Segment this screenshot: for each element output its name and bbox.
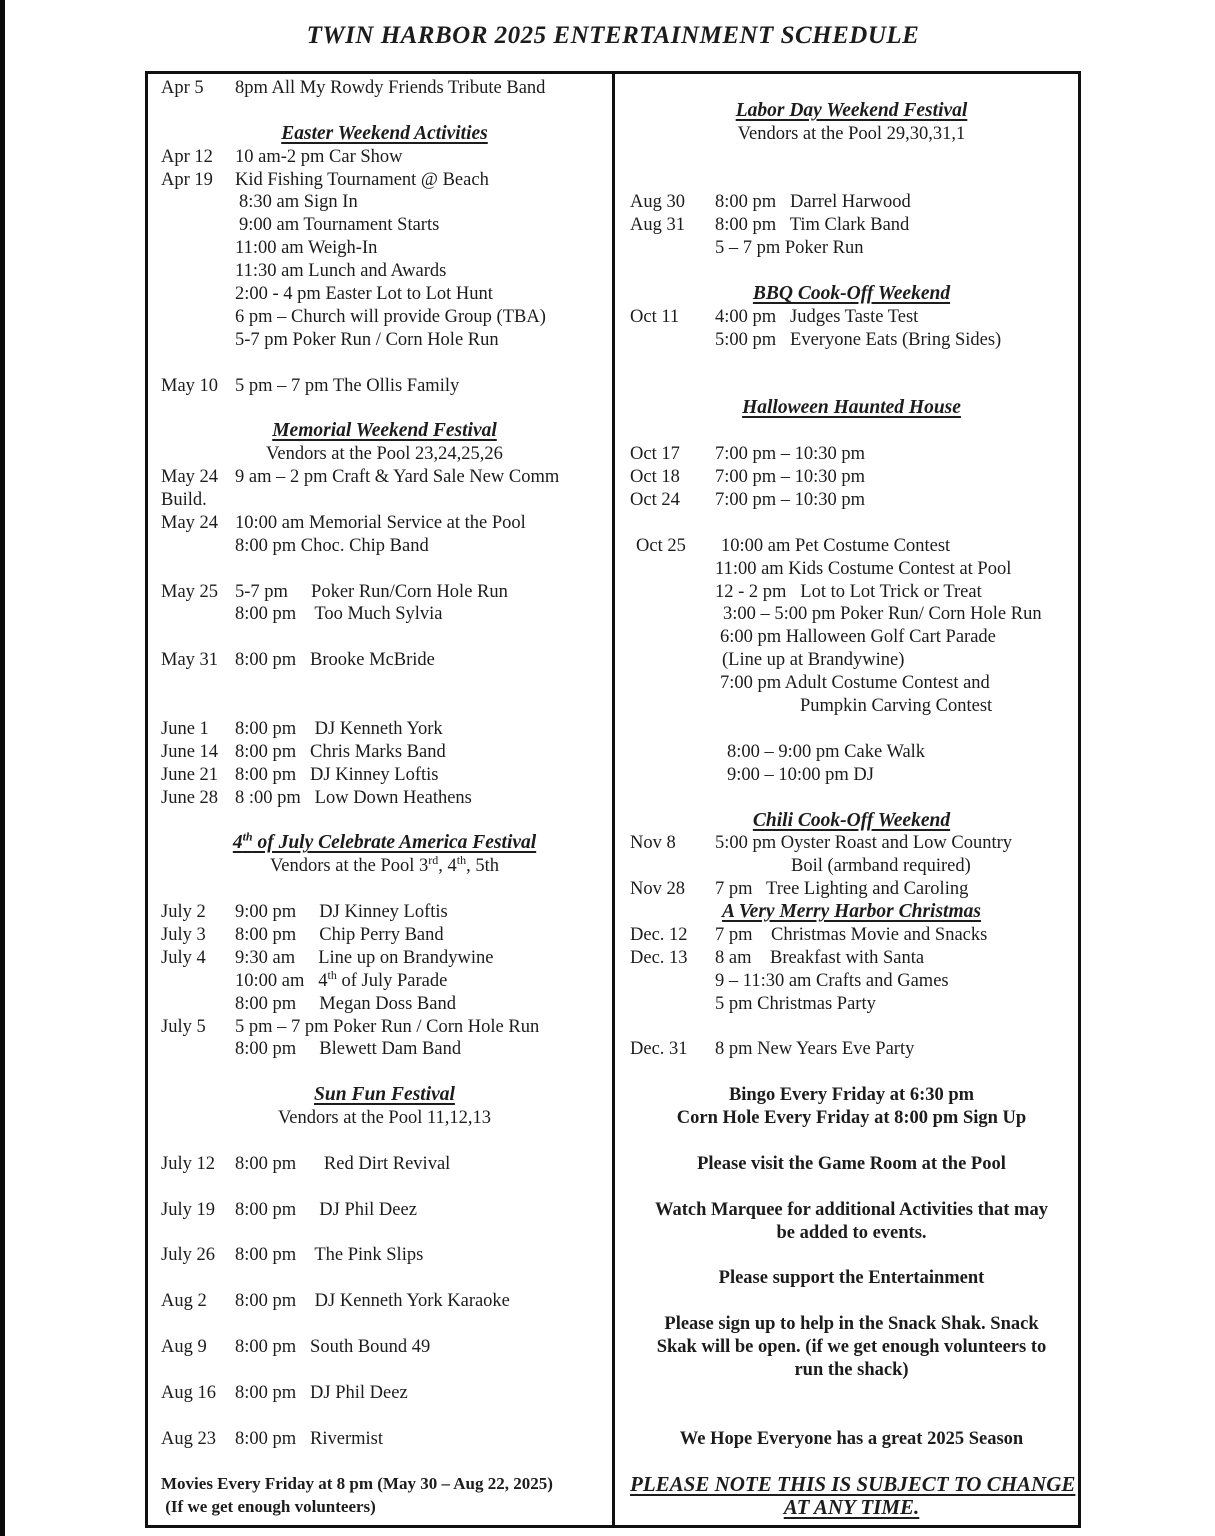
event-text: 5-7 pm Poker Run/Corn Hole Run <box>235 581 508 602</box>
schedule-detail-line: 8:00 pm Choc. Chip Band <box>235 535 429 556</box>
superscript-text: rd <box>428 853 439 868</box>
schedule-entry <box>161 169 608 192</box>
schedule-detail-line: 12 - 2 pm Lot to Lot Trick or Treat <box>715 581 982 602</box>
blank-line <box>630 77 1073 100</box>
blank-line <box>630 1244 1073 1267</box>
blank-line <box>161 397 608 420</box>
event-text: 8:00 pm The Pink Slips <box>235 1245 424 1266</box>
scan-edge-artifact <box>0 0 5 1536</box>
notice-text: Skak will be open. (if we get enough volunteers to <box>656 1336 1047 1357</box>
date-label: Oct 25 <box>636 535 686 556</box>
blank-line <box>161 352 608 375</box>
schedule-entry <box>161 581 608 604</box>
section-heading: Sun Fun Festival <box>314 1084 455 1106</box>
date-label: May 10 <box>161 375 219 396</box>
event-text: 8 pm New Years Eve Party <box>715 1039 915 1060</box>
section-heading: Halloween Haunted House <box>742 397 961 419</box>
event-text: 8 am Breakfast with Santa <box>715 947 925 968</box>
schedule-entry <box>161 1290 608 1313</box>
blank-line <box>161 1222 608 1245</box>
event-text: 8:00 pm Brooke McBride <box>235 650 435 671</box>
date-label: June 1 <box>161 718 209 739</box>
schedule-entry <box>161 1428 608 1451</box>
schedule-wrap-line: Build. <box>161 490 207 511</box>
blank-line <box>161 1061 608 1084</box>
event-text: 9:30 am Line up on Brandywine <box>235 947 494 968</box>
notice-text: Movies Every Friday at 8 pm (May 30 – Aug 22, 2025) <box>161 1474 553 1494</box>
section-subheading <box>161 855 608 878</box>
schedule-detail-line: 8:30 am Sign In <box>239 192 358 213</box>
schedule-entry <box>161 146 608 169</box>
blank-line <box>630 169 1073 192</box>
schedule-entry <box>161 1244 608 1267</box>
schedule-detail-line: 11:30 am Lunch and Awards <box>235 261 447 282</box>
schedule-entry <box>161 1382 608 1405</box>
date-label: May 31 <box>161 650 219 671</box>
schedule-entry <box>161 375 608 398</box>
schedule-detail-line: 9:00 am Tournament Starts <box>239 215 440 236</box>
event-text: 8:00 pm Chip Perry Band <box>235 924 444 945</box>
schedule-detail-line: 5 pm Christmas Party <box>715 993 876 1014</box>
notice-text: (If we get enough volunteers) <box>161 1497 376 1517</box>
schedule-entry <box>630 466 1073 489</box>
blank-line <box>630 1016 1073 1039</box>
text-segment: , 4 <box>438 856 457 877</box>
notice-text: Please visit the Game Room at the Pool <box>697 1153 1006 1174</box>
notice-text: Corn Hole Every Friday at 8:00 pm Sign Up <box>676 1108 1027 1129</box>
section-heading: Memorial Weekend Festival <box>272 420 497 442</box>
date-label: July 19 <box>161 1199 215 1220</box>
section-heading: Easter Weekend Activities <box>281 122 488 144</box>
final-notice: PLEASE NOTE THIS IS SUBJECT TO CHANGE <box>630 1472 1076 1497</box>
section-heading: BBQ Cook-Off Weekend <box>752 283 951 305</box>
event-text: 7 pm Tree Lighting and Caroling <box>715 879 969 900</box>
schedule-entry <box>630 306 1073 329</box>
blank-line <box>630 718 1073 741</box>
blank-line <box>630 1382 1073 1405</box>
schedule-entry <box>630 924 1073 947</box>
text-segment: of July Parade <box>336 970 448 991</box>
blank-line <box>161 1313 608 1336</box>
blank-line <box>630 787 1073 810</box>
schedule-entry <box>161 77 608 100</box>
event-text: 5:00 pm Oyster Roast and Low Country <box>715 833 1013 854</box>
date-label: Dec. 13 <box>630 947 688 968</box>
date-label: Apr 19 <box>161 169 213 190</box>
schedule-entry <box>161 1199 608 1222</box>
superscript-text: th <box>327 967 337 982</box>
date-label: July 5 <box>161 1016 206 1037</box>
date-label: July 12 <box>161 1153 215 1174</box>
event-text: 4:00 pm Judges Taste Test <box>715 306 919 327</box>
schedule-detail-line: 5-7 pm Poker Run / Corn Hole Run <box>235 329 499 350</box>
event-text: 5 pm – 7 pm The Ollis Family <box>235 375 460 396</box>
blank-line <box>161 810 608 833</box>
event-text: 8:00 pm DJ Kinney Loftis <box>235 764 439 785</box>
schedule-detail-line: 11:00 am Kids Costume Contest at Pool <box>715 558 1012 579</box>
schedule-detail-line: 5:00 pm Everyone Eats (Bring Sides) <box>715 329 1002 350</box>
schedule-entry <box>630 1038 1073 1061</box>
text-segment: Vendors at the Pool 3 <box>270 856 429 877</box>
section-heading: A Very Merry Harbor Christmas <box>722 901 981 923</box>
schedule-entry <box>630 214 1073 237</box>
schedule-entry <box>161 764 608 787</box>
event-text: 5 pm – 7 pm Poker Run / Corn Hole Run <box>235 1016 540 1037</box>
section-subheading: Vendors at the Pool 23,24,25,26 <box>266 444 503 465</box>
blank-line <box>161 1450 608 1473</box>
blank-line <box>630 146 1073 169</box>
blank-line <box>630 420 1073 443</box>
blank-line <box>161 1359 608 1382</box>
schedule-entry <box>161 787 608 810</box>
notice-text: Bingo Every Friday at 6:30 pm <box>728 1085 975 1106</box>
date-label: Oct 24 <box>630 490 680 511</box>
schedule-entry <box>161 466 608 489</box>
blank-line <box>161 878 608 901</box>
schedule-entry <box>161 1016 608 1039</box>
schedule-entry <box>161 741 608 764</box>
date-label: Oct 18 <box>630 467 680 488</box>
event-text: 7:00 pm – 10:30 pm <box>715 490 866 511</box>
schedule-detail-line: 11:00 am Weigh-In <box>235 238 378 259</box>
date-label: Aug 23 <box>161 1428 216 1449</box>
section-heading: Labor Day Weekend Festival <box>735 99 968 121</box>
schedule-entry <box>161 512 608 535</box>
event-text: 10:00 am Pet Costume Contest <box>721 535 951 556</box>
date-label: Aug 31 <box>630 215 685 236</box>
event-text: Kid Fishing Tournament @ Beach <box>235 169 489 190</box>
schedule-entry <box>630 832 1073 855</box>
date-label: Oct 11 <box>630 306 680 327</box>
event-text: 8:00 pm DJ Phil Deez <box>235 1199 417 1220</box>
schedule-detail-line: 5 – 7 pm Poker Run <box>715 238 864 259</box>
notice-text: We Hope Everyone has a great 2025 Season <box>679 1428 1024 1449</box>
schedule-detail-line: 8:00 pm Too Much Sylvia <box>235 604 443 625</box>
date-label: May 24 <box>161 467 219 488</box>
blank-line <box>161 1405 608 1428</box>
schedule-detail-line: 9 – 11:30 am Crafts and Games <box>715 970 949 991</box>
notice-text: be added to events. <box>776 1222 927 1243</box>
page-title: TWIN HARBOR 2025 ENTERTAINMENT SCHEDULE <box>306 22 920 49</box>
date-label: Apr 12 <box>161 146 213 167</box>
date-label: May 24 <box>161 512 219 533</box>
final-notice: AT ANY TIME. <box>783 1495 920 1520</box>
date-label: Nov 8 <box>630 833 676 854</box>
blank-line <box>161 100 608 123</box>
date-label: Aug 2 <box>161 1291 207 1312</box>
notice-text: Please support the Entertainment <box>718 1268 985 1289</box>
schedule-entry <box>630 947 1073 970</box>
blank-line <box>630 375 1073 398</box>
event-text: 9:00 pm DJ Kinney Loftis <box>235 902 448 923</box>
event-text: 8:00 pm DJ Kenneth York Karaoke <box>235 1291 510 1312</box>
schedule-entry <box>161 718 608 741</box>
text-segment: of July Celebrate America Festival <box>252 832 537 854</box>
schedule-table <box>145 71 1081 1528</box>
event-text: 8 :00 pm Low Down Heathens <box>235 787 472 808</box>
schedule-detail-line: Pumpkin Carving Contest <box>800 696 993 717</box>
date-label: Aug 16 <box>161 1382 216 1403</box>
section-heading <box>161 829 608 855</box>
notice-text: Watch Marquee for additional Activities that may <box>655 1199 1048 1220</box>
notice-text: run the shack) <box>794 1359 909 1380</box>
date-label: Aug 9 <box>161 1336 207 1357</box>
superscript-text: th <box>456 853 467 868</box>
blank-line <box>630 1176 1073 1199</box>
event-text: 10 am-2 pm Car Show <box>235 146 403 167</box>
text-segment: 4 <box>232 832 243 854</box>
date-label: Nov 28 <box>630 879 685 900</box>
schedule-detail-line: 8:00 pm Megan Doss Band <box>235 993 456 1014</box>
schedule-entry <box>630 878 1073 901</box>
date-label: July 4 <box>161 947 206 968</box>
event-text: 8:00 pm Red Dirt Revival <box>235 1153 451 1174</box>
schedule-detail-line: 2:00 - 4 pm Easter Lot to Lot Hunt <box>235 284 493 305</box>
blank-line <box>630 1450 1073 1473</box>
notice-text: Please sign up to help in the Snack Shak. Snack <box>664 1314 1039 1335</box>
event-text: 8pm All My Rowdy Friends Tribute Band <box>235 78 546 98</box>
event-text: 7:00 pm – 10:30 pm <box>715 467 866 488</box>
schedule-detail-line: 8:00 – 9:00 pm Cake Walk <box>727 741 926 762</box>
date-label: July 2 <box>161 902 206 923</box>
schedule-entry <box>161 924 608 947</box>
section-subheading: Vendors at the Pool 29,30,31,1 <box>737 123 966 144</box>
event-text: 8:00 pm DJ Phil Deez <box>235 1382 408 1403</box>
event-text: 7 pm Christmas Movie and Snacks <box>715 924 988 945</box>
section-subheading: Vendors at the Pool 11,12,13 <box>277 1108 492 1129</box>
blank-line <box>630 1405 1073 1428</box>
schedule-detail-line: 9:00 – 10:00 pm DJ <box>727 764 874 785</box>
schedule-detail-line: 3:00 – 5:00 pm Poker Run/ Corn Hole Run <box>723 604 1042 625</box>
event-text: 9 am – 2 pm Craft & Yard Sale New Comm <box>235 467 560 488</box>
event-text: 7:00 pm – 10:30 pm <box>715 444 866 465</box>
blank-line <box>161 1267 608 1290</box>
schedule-column-left <box>148 74 615 1525</box>
schedule-detail-line: Boil (armband required) <box>791 856 971 877</box>
date-label: May 25 <box>161 581 219 602</box>
schedule-detail-line: (Line up at Brandywine) <box>722 650 905 671</box>
blank-line <box>630 352 1073 375</box>
date-label: Oct 17 <box>630 444 680 465</box>
date-label: July 26 <box>161 1245 215 1266</box>
schedule-detail-line: 7:00 pm Adult Costume Contest and <box>720 673 990 694</box>
date-label: June 21 <box>161 764 219 785</box>
date-label: Dec. 31 <box>630 1039 688 1060</box>
blank-line <box>161 1130 608 1153</box>
blank-line <box>161 695 608 718</box>
schedule-column-right <box>615 74 1078 1525</box>
event-text: 8:00 pm Chris Marks Band <box>235 741 446 762</box>
schedule-entry <box>630 191 1073 214</box>
superscript-text: th <box>242 829 253 844</box>
event-text: 8:00 pm Rivermist <box>235 1428 383 1449</box>
schedule-entry <box>636 535 1073 558</box>
event-text: 8:00 pm DJ Kenneth York <box>235 718 443 739</box>
schedule-entry <box>161 901 608 924</box>
blank-line <box>630 1130 1073 1153</box>
blank-line <box>630 260 1073 283</box>
date-label: Apr 5 <box>161 78 204 98</box>
section-heading: Chili Cook-Off Weekend <box>752 809 951 831</box>
event-text: 8:00 pm Darrel Harwood <box>715 192 911 213</box>
schedule-entry <box>630 443 1073 466</box>
blank-line <box>161 1176 608 1199</box>
text-segment: 10:00 am 4 <box>235 970 328 991</box>
blank-line <box>161 672 608 695</box>
schedule-entry <box>161 947 608 970</box>
schedule-entry <box>161 649 608 672</box>
blank-line <box>630 512 1073 535</box>
blank-line <box>161 626 608 649</box>
date-label: Aug 30 <box>630 192 685 213</box>
event-text: 10:00 am Memorial Service at the Pool <box>235 512 526 533</box>
schedule-detail-line <box>161 967 608 993</box>
date-label: July 3 <box>161 924 206 945</box>
schedule-detail-line: 6 pm – Church will provide Group (TBA) <box>235 306 546 327</box>
date-label: Dec. 12 <box>630 924 688 945</box>
schedule-entry <box>161 1336 608 1359</box>
blank-line <box>630 1061 1073 1084</box>
text-segment: , 5th <box>466 856 499 877</box>
blank-line <box>161 558 608 581</box>
date-label: June 28 <box>161 787 219 808</box>
schedule-entry <box>161 1153 608 1176</box>
blank-line <box>630 1290 1073 1313</box>
event-text: 8:00 pm South Bound 49 <box>235 1336 431 1357</box>
date-label: June 14 <box>161 741 219 762</box>
schedule-detail-line: 6:00 pm Halloween Golf Cart Parade <box>720 627 996 648</box>
schedule-entry <box>630 489 1073 512</box>
event-text: 8:00 pm Tim Clark Band <box>715 215 910 236</box>
schedule-detail-line: 8:00 pm Blewett Dam Band <box>235 1039 462 1060</box>
